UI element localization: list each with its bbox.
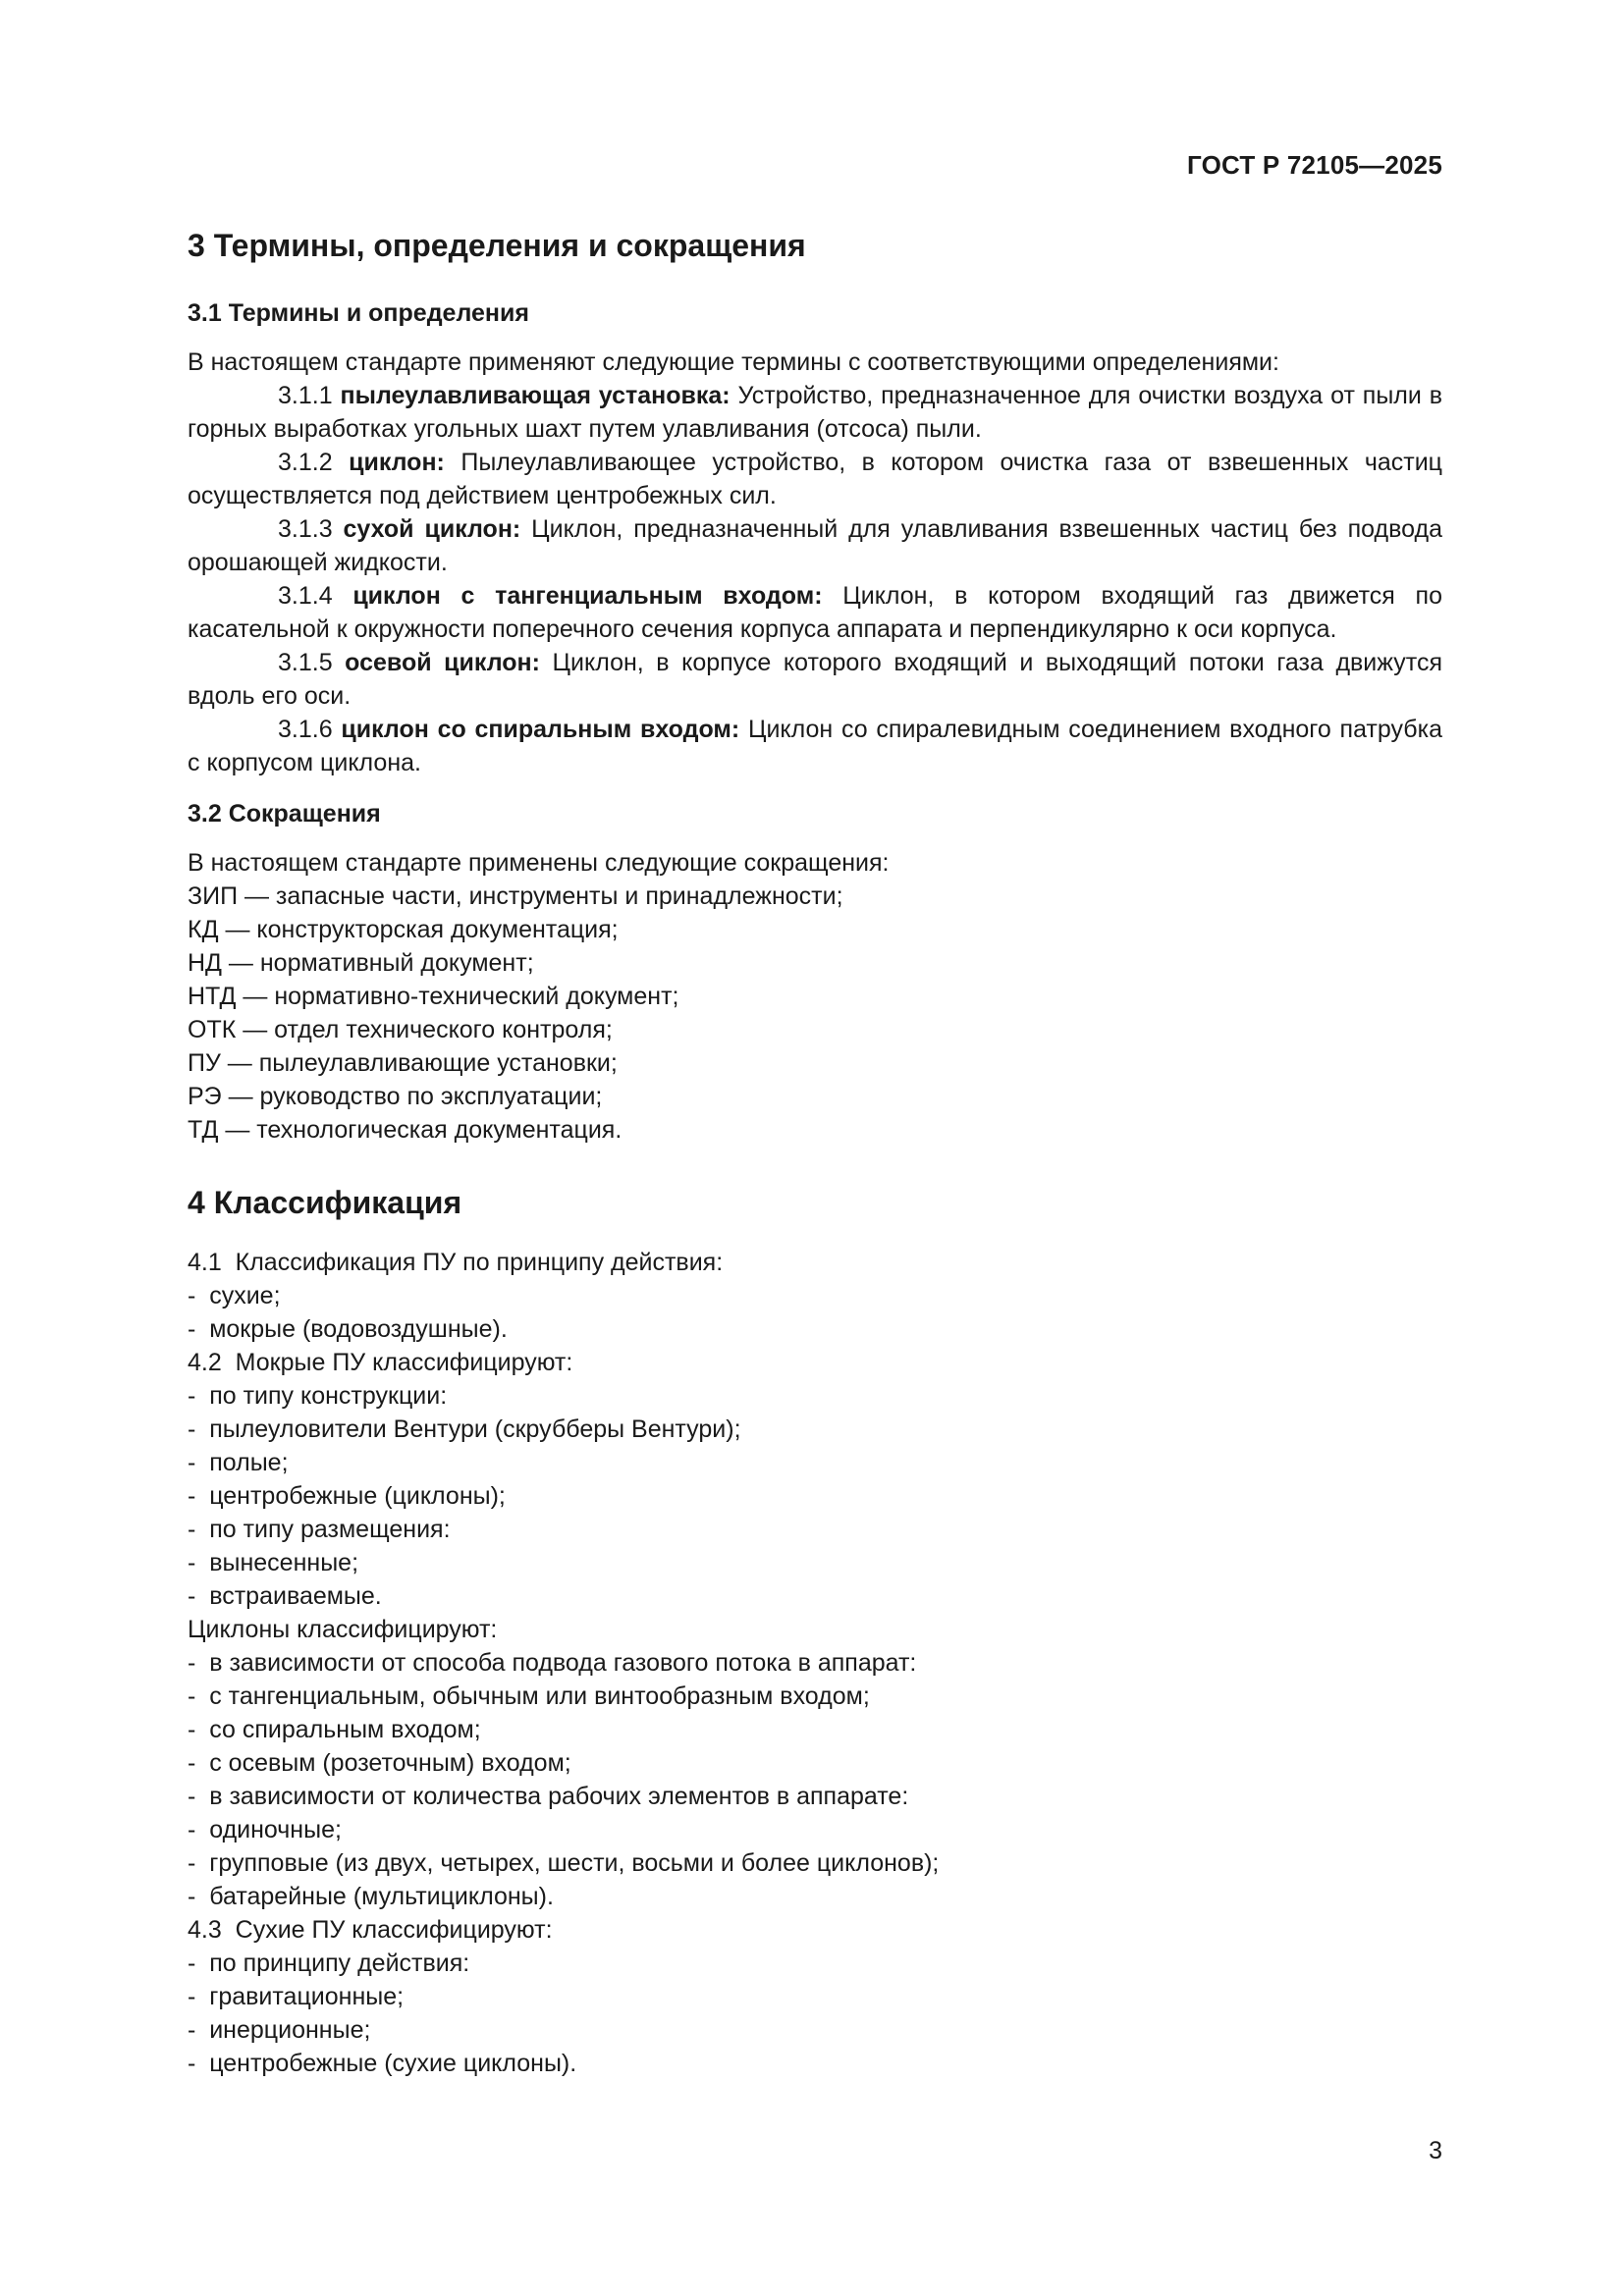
term-name: циклон: xyxy=(349,449,445,476)
term-entry xyxy=(188,512,1442,579)
classification-line: 4.3 Сухие ПУ классифицируют: xyxy=(188,1916,553,1944)
classification-line: - одиночные; xyxy=(188,1816,342,1843)
subsection-3-1-heading: 3.1 Термины и определения xyxy=(188,299,529,327)
term-name: пылеулавливающая установка: xyxy=(340,382,731,409)
term-definition: Пылеулавливающее устройство, в котором очистка газа от взвешенных частиц осуществляется под действием центробежных сил. xyxy=(188,449,1442,509)
classification-line: - сухие; xyxy=(188,1282,281,1309)
abbreviations-list xyxy=(188,880,843,1147)
classification-line: - групповые (из двух, четырех, шести, восьми и более циклонов); xyxy=(188,1849,940,1877)
page-number: 3 xyxy=(1429,2137,1442,2164)
term-entry xyxy=(188,379,1442,446)
term-definition: Циклон со спиралевидным соединением входного патрубка с корпусом циклона. xyxy=(188,716,1442,776)
classification-line: - в зависимости от способа подвода газового потока в аппарат: xyxy=(188,1649,917,1677)
term-definition: Циклон, в котором входящий газ движется по касательной к окружности поперечного сечения корпуса аппарата и перпендикулярно к оси корпуса. xyxy=(188,582,1442,643)
abbreviation-item: НД — нормативный документ; xyxy=(188,949,534,977)
classification-line: - по принципу действия: xyxy=(188,1949,470,1977)
section-3-heading: 3 Термины, определения и сокращения xyxy=(188,228,806,263)
abbreviation-item: НТД — нормативно-технический документ; xyxy=(188,983,679,1010)
term-name: циклон с тангенциальным входом: xyxy=(352,582,823,610)
term-entry xyxy=(188,713,1442,779)
term-definition: Циклон, в корпусе которого входящий и выходящий потоки газа движутся вдоль его оси. xyxy=(188,649,1442,710)
classification-line: - вынесенные; xyxy=(188,1549,359,1576)
classification-list xyxy=(188,1246,939,2080)
term-entry xyxy=(188,446,1442,512)
term-entry xyxy=(188,579,1442,646)
term-definition: Циклон, предназначенный для улавливания взвешенных частиц без подвода орошающей жидкости. xyxy=(188,515,1442,576)
term-entry xyxy=(188,646,1442,713)
term-number: 3.1.1 xyxy=(278,382,333,409)
term-number: 3.1.2 xyxy=(278,449,333,476)
abbreviation-item: ОТК — отдел технического контроля; xyxy=(188,1016,613,1043)
term-number: 3.1.3 xyxy=(278,515,333,543)
classification-line: 4.1 Классификация ПУ по принципу действия: xyxy=(188,1249,724,1276)
classification-line: - батарейные (мультициклоны). xyxy=(188,1883,554,1910)
section-4-heading: 4 Классификация xyxy=(188,1185,462,1220)
classification-line: - со спиральным входом; xyxy=(188,1716,481,1743)
abbreviation-item: ПУ — пылеулавливающие установки; xyxy=(188,1049,618,1077)
terms-list xyxy=(188,379,1442,779)
term-number: 3.1.4 xyxy=(278,582,333,610)
terms-intro: В настоящем стандарте применяют следующие термины с соответствующими определениями: xyxy=(188,348,1279,376)
term-definition: Устройство, предназначенное для очистки воздуха от пыли в горных выработках угольных шахт путем улавливания (отсоса) пыли. xyxy=(188,382,1442,443)
abbreviation-item: РЭ — руководство по эксплуатации; xyxy=(188,1083,603,1110)
classification-line: - гравитационные; xyxy=(188,1983,405,2010)
classification-line: - в зависимости от количества рабочих элементов в аппарате: xyxy=(188,1783,909,1810)
classification-line: - с тангенциальным, обычным или винтообразным входом; xyxy=(188,1682,870,1710)
standard-designation: ГОСТ Р 72105—2025 xyxy=(1187,150,1442,180)
term-name: циклон со спиральным входом: xyxy=(341,716,740,743)
term-number: 3.1.6 xyxy=(278,716,333,743)
abbreviation-item: ЗИП — запасные части, инструменты и принадлежности; xyxy=(188,882,843,910)
classification-line: - с осевым (розеточным) входом; xyxy=(188,1749,571,1777)
classification-line: - встраиваемые. xyxy=(188,1582,382,1610)
abbreviation-item: ТД — технологическая документация. xyxy=(188,1116,623,1144)
classification-line: - по типу размещения: xyxy=(188,1516,451,1543)
classification-line: - центробежные (циклоны); xyxy=(188,1482,506,1510)
classification-line: - инерционные; xyxy=(188,2016,371,2044)
term-number: 3.1.5 xyxy=(278,649,333,676)
classification-line: - по типу конструкции: xyxy=(188,1382,448,1410)
term-name: осевой циклон: xyxy=(345,649,540,676)
term-name: сухой циклон: xyxy=(343,515,521,543)
classification-line: - полые; xyxy=(188,1449,289,1476)
classification-line: Циклоны классифицируют: xyxy=(188,1616,498,1643)
classification-line: - мокрые (водовоздушные). xyxy=(188,1315,508,1343)
classification-line: - центробежные (сухие циклоны). xyxy=(188,2050,577,2077)
abbreviation-item: КД — конструкторская документация; xyxy=(188,916,619,943)
classification-line: 4.2 Мокрые ПУ классифицируют: xyxy=(188,1349,573,1376)
subsection-3-2-heading: 3.2 Сокращения xyxy=(188,800,381,828)
classification-line: - пылеуловители Вентури (скрубберы Вентури); xyxy=(188,1415,741,1443)
abbreviations-intro: В настоящем стандарте применены следующие сокращения: xyxy=(188,849,890,877)
